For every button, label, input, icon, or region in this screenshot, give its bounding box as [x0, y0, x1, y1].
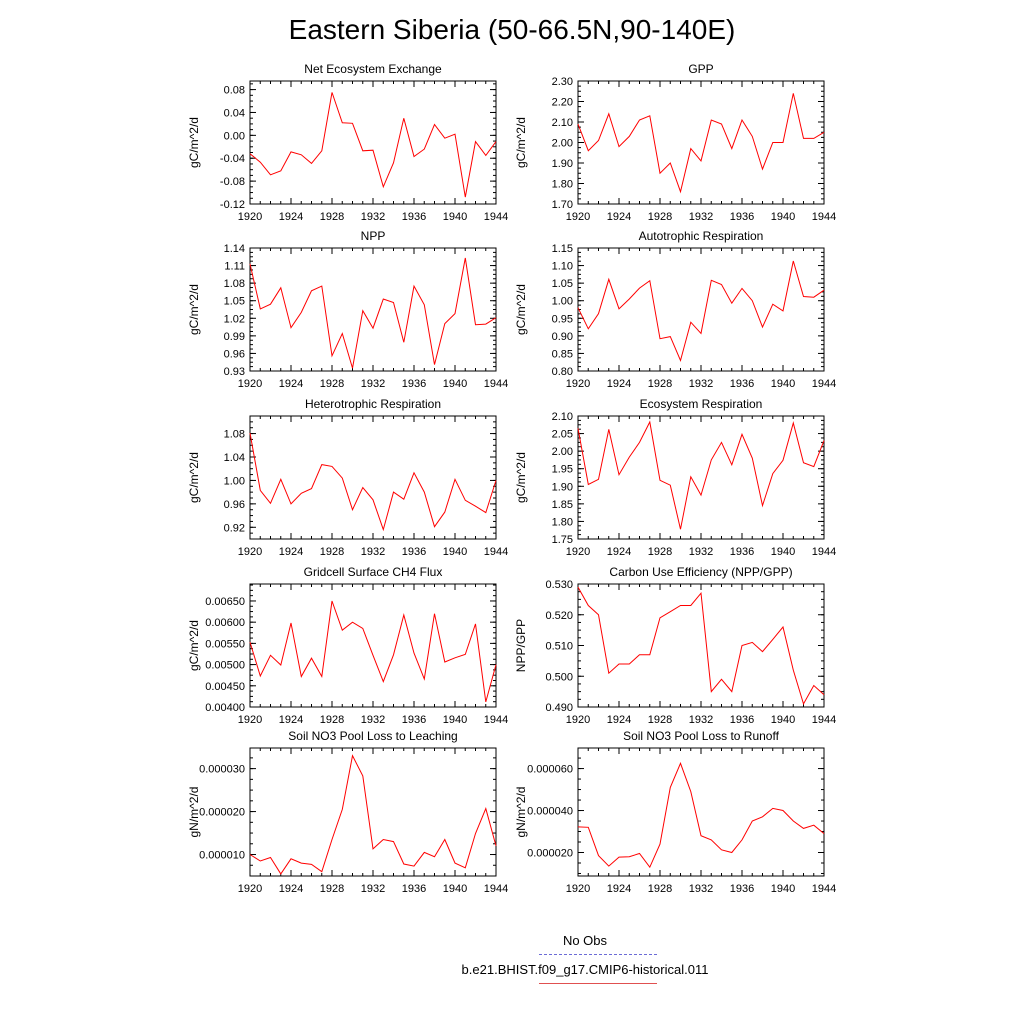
x-tick-label: 1940: [770, 883, 796, 895]
y-tick-label: 2.00: [551, 446, 573, 459]
y-tick-label: -0.08: [219, 176, 245, 189]
series-line: [250, 92, 496, 197]
x-tick-label: 1936: [729, 378, 755, 390]
x-tick-label: 1936: [729, 883, 755, 895]
x-tick-label: 1928: [319, 714, 345, 726]
panel-10: [514, 729, 836, 895]
x-tick-label: 1940: [442, 546, 468, 558]
plot-frame: [578, 81, 824, 204]
x-tick-label: 1920: [565, 546, 591, 558]
x-tick-label: 1936: [401, 378, 427, 390]
x-tick-label: 1940: [442, 378, 468, 390]
panel-title: Autotrophic Respiration: [638, 229, 764, 243]
y-tick-label: 0.520: [545, 609, 573, 622]
x-tick-label: 1920: [237, 546, 263, 558]
x-tick-label: 1920: [565, 714, 591, 726]
panel-2: [514, 62, 836, 223]
plot-frame: [250, 248, 496, 371]
y-tick-label: -0.12: [219, 199, 245, 211]
panel-title: GPP: [688, 62, 714, 76]
y-tick-label: 2.10: [551, 411, 573, 423]
x-tick-label: 1924: [606, 883, 632, 895]
plot-frame: [250, 748, 496, 876]
x-tick-label: 1940: [770, 546, 796, 558]
y-tick-label: 1.75: [551, 534, 573, 546]
legend-obs-line: [539, 954, 657, 955]
x-tick-label: 1924: [278, 378, 304, 390]
y-axis-label: NPP/GPP: [514, 618, 528, 673]
panel-3: [187, 229, 508, 390]
y-tick-label: 1.70: [551, 199, 573, 211]
x-tick-label: 1928: [319, 546, 345, 558]
y-tick-label: 0.99: [223, 330, 245, 343]
y-tick-label: 0.000060: [527, 763, 573, 776]
x-tick-label: 1932: [688, 378, 714, 390]
plot-frame: [578, 248, 824, 371]
x-tick-label: 1940: [770, 378, 796, 390]
x-tick-label: 1940: [442, 883, 468, 895]
x-tick-label: 1944: [811, 714, 837, 726]
y-tick-label: 1.80: [551, 178, 573, 191]
panel-title: Soil NO3 Pool Loss to Runoff: [623, 729, 779, 743]
y-tick-label: 0.500: [545, 671, 573, 684]
x-tick-label: 1928: [319, 883, 345, 895]
y-tick-label: 0.00500: [205, 659, 245, 672]
y-tick-label: 2.00: [551, 137, 573, 150]
y-tick-label: 0.000040: [527, 805, 573, 818]
x-tick-label: 1920: [237, 883, 263, 895]
x-tick-label: 1924: [278, 714, 304, 726]
y-tick-label: 2.10: [551, 117, 573, 129]
x-tick-label: 1944: [811, 883, 837, 895]
y-tick-label: 2.20: [551, 96, 573, 109]
y-tick-label: 0.490: [545, 702, 573, 714]
y-tick-label: 0.96: [223, 498, 245, 511]
plot-frame: [578, 416, 824, 539]
x-tick-label: 1920: [565, 883, 591, 895]
x-tick-label: 1920: [237, 714, 263, 726]
y-axis-label: gC/m^2/d: [187, 117, 201, 168]
figure-title: Eastern Siberia (50-66.5N,90-140E): [288, 14, 736, 45]
x-tick-label: 1924: [606, 714, 632, 726]
y-tick-label: 1.05: [223, 295, 245, 308]
legend-model-line: [539, 983, 657, 984]
x-tick-label: 1936: [401, 883, 427, 895]
x-tick-label: 1928: [319, 211, 345, 223]
x-tick-label: 1920: [237, 211, 263, 223]
y-tick-label: 1.80: [551, 516, 573, 529]
y-tick-label: 1.85: [551, 498, 573, 511]
y-tick-label: 1.02: [223, 313, 245, 326]
y-axis-label: gC/m^2/d: [187, 620, 201, 671]
y-tick-label: 1.95: [551, 463, 573, 476]
x-tick-label: 1940: [442, 714, 468, 726]
y-tick-label: 0.93: [223, 366, 245, 378]
legend-obs-label: No Obs: [562, 933, 608, 948]
x-tick-label: 1932: [688, 883, 714, 895]
legend-model-label: b.e21.BHIST.f09_g17.CMIP6-historical.011: [461, 962, 709, 977]
y-tick-label: 0.90: [551, 330, 573, 343]
x-tick-label: 1920: [237, 378, 263, 390]
y-tick-label: 1.90: [551, 158, 573, 170]
panel-9: [187, 729, 508, 895]
series-line: [250, 258, 496, 368]
y-tick-label: 0.00650: [205, 595, 245, 608]
x-tick-label: 1920: [565, 211, 591, 223]
x-tick-label: 1920: [565, 378, 591, 390]
x-tick-label: 1928: [319, 378, 345, 390]
series-line: [578, 261, 824, 361]
panel-title: Net Ecosystem Exchange: [304, 62, 442, 76]
y-tick-label: 0.08: [223, 84, 245, 97]
y-tick-label: 1.04: [223, 452, 245, 464]
y-axis-label: gC/m^2/d: [514, 452, 528, 503]
x-tick-label: 1932: [360, 378, 386, 390]
y-tick-label: 1.14: [223, 243, 245, 255]
x-tick-label: 1932: [360, 714, 386, 726]
x-tick-label: 1932: [360, 883, 386, 895]
y-tick-label: 1.15: [551, 243, 573, 255]
series-line: [250, 433, 496, 530]
y-tick-label: 0.95: [551, 313, 573, 326]
panel-6: [514, 397, 836, 558]
plot-frame: [578, 748, 824, 876]
y-tick-label: 0.00450: [205, 680, 245, 693]
y-tick-label: 0.04: [223, 107, 245, 120]
x-tick-label: 1924: [606, 378, 632, 390]
y-axis-label: gC/m^2/d: [514, 117, 528, 168]
y-tick-label: 0.00600: [205, 617, 245, 630]
x-tick-label: 1936: [401, 546, 427, 558]
y-tick-label: 1.11: [224, 260, 245, 273]
y-tick-label: 2.05: [551, 428, 573, 441]
series-line: [250, 601, 496, 702]
x-tick-label: 1944: [483, 883, 509, 895]
y-tick-label: 1.08: [223, 278, 245, 291]
y-tick-label: 0.96: [223, 348, 245, 361]
x-tick-label: 1944: [483, 378, 509, 390]
plot-frame: [250, 584, 496, 707]
series-line: [578, 587, 824, 704]
x-tick-label: 1928: [647, 714, 673, 726]
x-tick-label: 1928: [647, 546, 673, 558]
panel-title: Ecosystem Respiration: [639, 397, 763, 411]
x-tick-label: 1936: [729, 546, 755, 558]
y-tick-label: 0.80: [551, 366, 573, 378]
y-tick-label: 0.000020: [199, 806, 245, 819]
series-line: [578, 93, 824, 191]
x-tick-label: 1928: [647, 378, 673, 390]
x-tick-label: 1936: [729, 211, 755, 223]
y-tick-label: 1.08: [223, 428, 245, 441]
x-tick-label: 1944: [483, 714, 509, 726]
y-tick-label: 1.10: [551, 260, 573, 273]
x-tick-label: 1936: [729, 714, 755, 726]
x-tick-label: 1924: [278, 546, 304, 558]
panel-4: [514, 229, 836, 390]
plot-frame: [250, 416, 496, 539]
y-tick-label: 0.00400: [205, 702, 245, 714]
y-tick-label: 0.85: [551, 348, 573, 361]
y-axis-label: gC/m^2/d: [514, 284, 528, 335]
x-tick-label: 1940: [770, 714, 796, 726]
x-tick-label: 1928: [647, 211, 673, 223]
y-tick-label: 0.510: [545, 640, 573, 653]
x-tick-label: 1924: [606, 546, 632, 558]
y-tick-label: 0.000020: [527, 847, 573, 860]
x-tick-label: 1924: [606, 211, 632, 223]
x-tick-label: 1924: [278, 883, 304, 895]
panel-1: [187, 62, 508, 223]
y-tick-label: 0.00550: [205, 638, 245, 651]
x-tick-label: 1928: [647, 883, 673, 895]
y-tick-label: 1.05: [551, 278, 573, 291]
x-tick-label: 1940: [442, 211, 468, 223]
x-tick-label: 1944: [811, 378, 837, 390]
series-line: [578, 422, 824, 529]
x-tick-label: 1940: [770, 211, 796, 223]
panel-title: Gridcell Surface CH4 Flux: [303, 565, 443, 579]
y-tick-label: 1.00: [551, 295, 573, 308]
panel-8: [514, 565, 836, 726]
x-tick-label: 1936: [401, 714, 427, 726]
plot-frame: [250, 81, 496, 204]
x-tick-label: 1944: [483, 211, 509, 223]
y-tick-label: 0.00: [223, 130, 245, 143]
x-tick-label: 1944: [811, 211, 837, 223]
x-tick-label: 1944: [483, 546, 509, 558]
x-tick-label: 1932: [688, 714, 714, 726]
y-tick-label: -0.04: [219, 153, 245, 166]
y-tick-label: 0.92: [223, 522, 245, 535]
panel-title: NPP: [360, 229, 386, 243]
y-axis-label: gN/m^2/d: [514, 786, 528, 838]
y-tick-label: 1.00: [223, 475, 245, 488]
y-axis-label: gN/m^2/d: [187, 786, 201, 838]
panel-title: Carbon Use Efficiency (NPP/GPP): [609, 565, 793, 579]
y-tick-label: 0.530: [545, 579, 573, 591]
x-tick-label: 1944: [811, 546, 837, 558]
x-tick-label: 1932: [688, 546, 714, 558]
panel-title: Soil NO3 Pool Loss to Leaching: [288, 729, 458, 743]
y-tick-label: 2.30: [551, 76, 573, 88]
series-line: [250, 756, 496, 874]
series-line: [578, 763, 824, 867]
y-tick-label: 0.000030: [199, 763, 245, 776]
y-axis-label: gC/m^2/d: [187, 284, 201, 335]
y-axis-label: gC/m^2/d: [187, 452, 201, 503]
panel-title: Heterotrophic Respiration: [304, 397, 442, 411]
panel-5: [187, 397, 508, 558]
x-tick-label: 1924: [278, 211, 304, 223]
y-tick-label: 0.000010: [199, 849, 245, 862]
y-tick-label: 1.90: [551, 481, 573, 494]
x-tick-label: 1932: [688, 211, 714, 223]
panel-7: [187, 565, 508, 726]
x-tick-label: 1932: [360, 211, 386, 223]
x-tick-label: 1932: [360, 546, 386, 558]
x-tick-label: 1936: [401, 211, 427, 223]
